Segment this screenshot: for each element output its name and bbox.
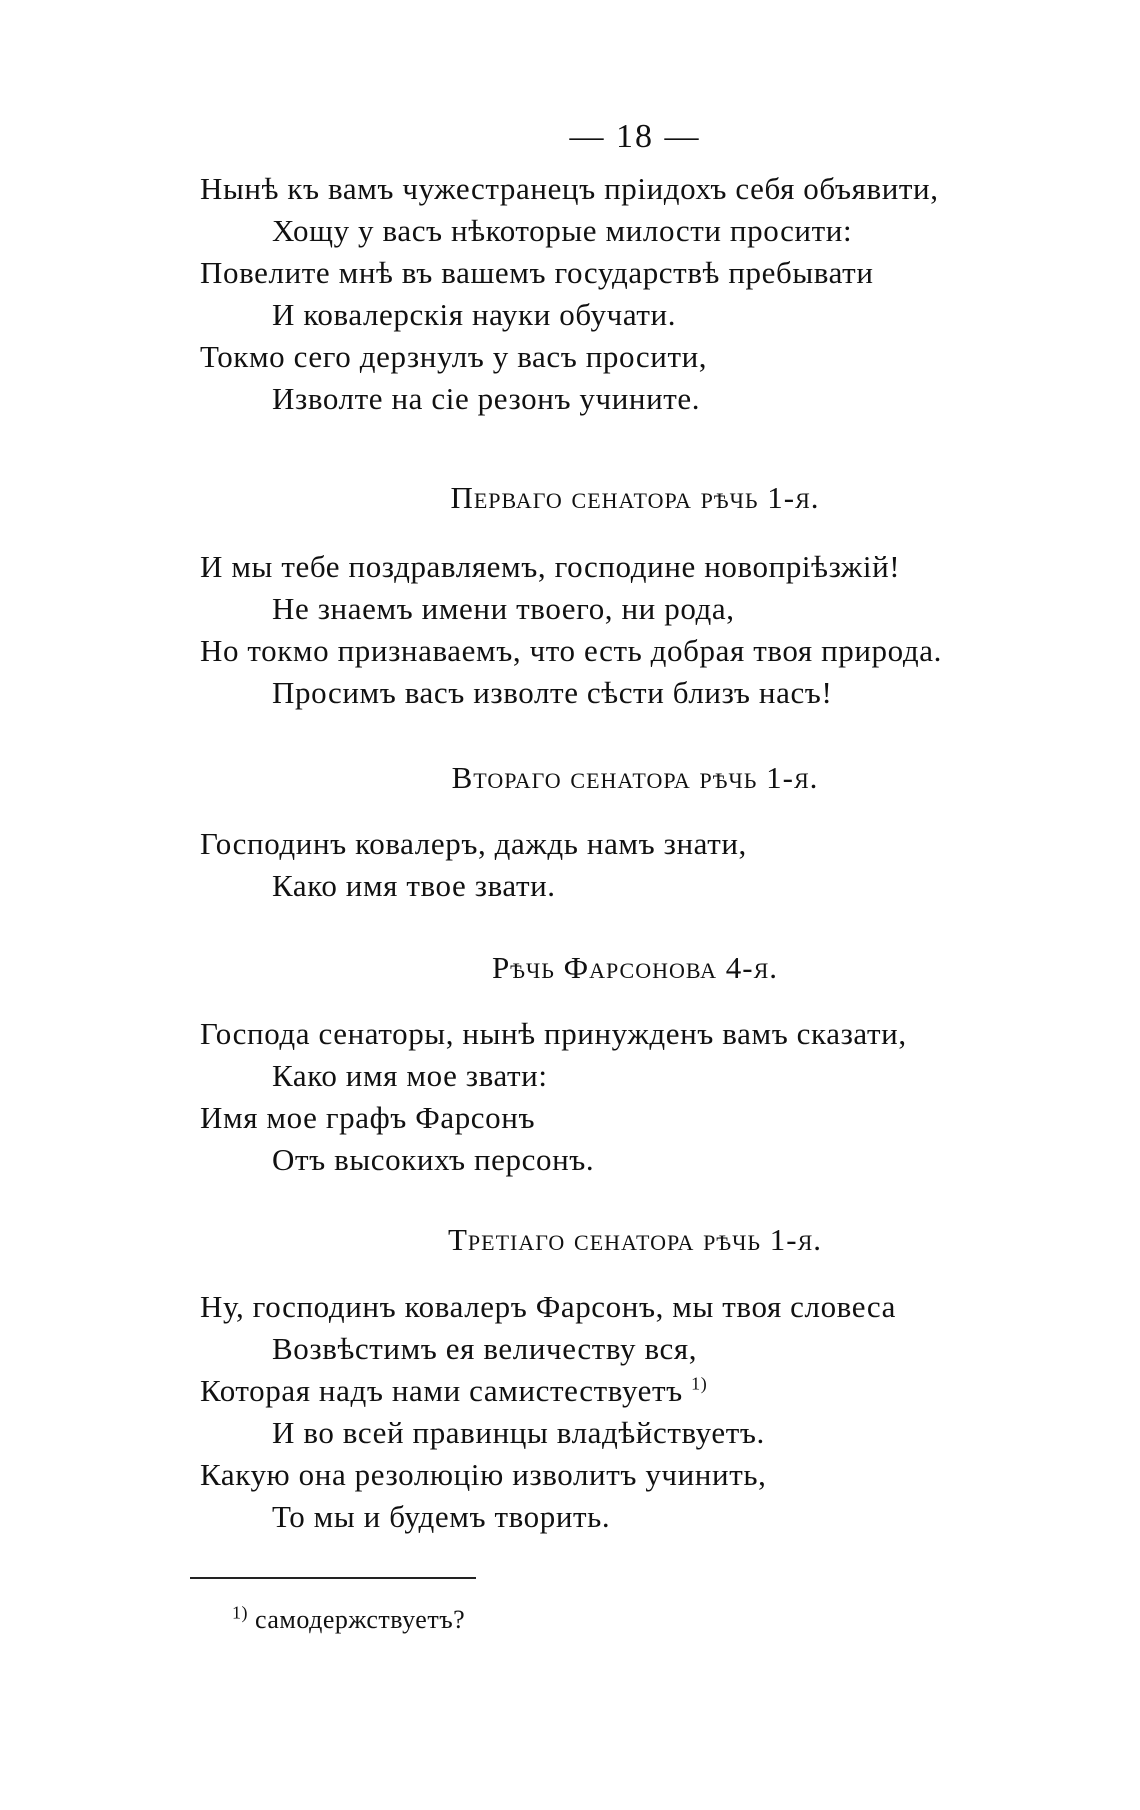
page-number: — 18 — (569, 118, 701, 155)
speech-heading: Втораго сенатора рѣчь 1-я. (451, 760, 819, 795)
stanza-1 (0, 168, 1140, 420)
verse-line: И мы тебе поздравляемъ, господине новопріѣзжій! (200, 549, 901, 584)
verse-line: Но токмо признаваемъ, что есть добрая твоя природа. (200, 633, 942, 668)
verse-text: Которая надъ нами самистествуетъ (200, 1373, 683, 1408)
footnote-text: самодержствуетъ? (255, 1605, 466, 1634)
footnote-divider (190, 1577, 476, 1579)
verse-line (0, 1370, 1140, 1412)
verse-line: Повелите мнѣ въ вашемъ государствѣ пребывати (200, 255, 874, 290)
verse-line: Нынѣ къ вамъ чужестранецъ пріидохъ себя объявити, (200, 171, 939, 206)
speech-heading: Перваго сенатора рѣчь 1-я. (450, 480, 820, 515)
verse-line: И во всей правинцы владѣйствуетъ. (272, 1415, 765, 1450)
stanza-5 (0, 1286, 1140, 1538)
verse-line: Отъ высокихъ персонъ. (272, 1142, 595, 1177)
verse-line: То мы и будемъ творить. (272, 1499, 611, 1534)
footnote-reference: 1) (691, 1373, 708, 1394)
verse-line: Хощу у васъ нѣкоторые милости просити: (272, 213, 853, 248)
speech-heading: Рѣчь Фарсонова 4-я. (491, 950, 779, 985)
footnote-mark: 1) (232, 1602, 248, 1623)
verse-line: Не знаемъ имени твоего, ни рода, (272, 591, 735, 626)
verse-line: Имя мое графъ Фарсонъ (200, 1100, 536, 1135)
verse-line: Ну, господинъ ковалеръ Фарсонъ, мы твоя словеса (200, 1289, 896, 1324)
verse-line: Господинъ ковалеръ, даждь намъ знати, (200, 826, 747, 861)
speech-heading: Третіаго сенатора рѣчь 1-я. (447, 1222, 823, 1257)
verse-line: Просимъ васъ изволте сѣсти близъ насъ! (272, 675, 833, 710)
stanza-4 (0, 1013, 1140, 1181)
verse-line: Возвѣстимъ ея величеству вся, (272, 1331, 698, 1366)
verse-line: И ковалерскія науки обучати. (272, 297, 677, 332)
stanza-3 (0, 823, 1140, 907)
verse-line: Како имя мое звати: (272, 1058, 548, 1093)
stanza-2 (0, 546, 1140, 714)
footnote (232, 1602, 466, 1635)
verse-line: Изволте на сіе резонъ учините. (272, 381, 701, 416)
verse-line: Како имя твое звати. (272, 868, 556, 903)
verse-line: Какую она резолюцію изволитъ учинить, (200, 1457, 767, 1492)
verse-line: Господа сенаторы, нынѣ принужденъ вамъ сказати, (200, 1016, 907, 1051)
verse-line: Токмо сего дерзнулъ у васъ просити, (200, 339, 708, 374)
